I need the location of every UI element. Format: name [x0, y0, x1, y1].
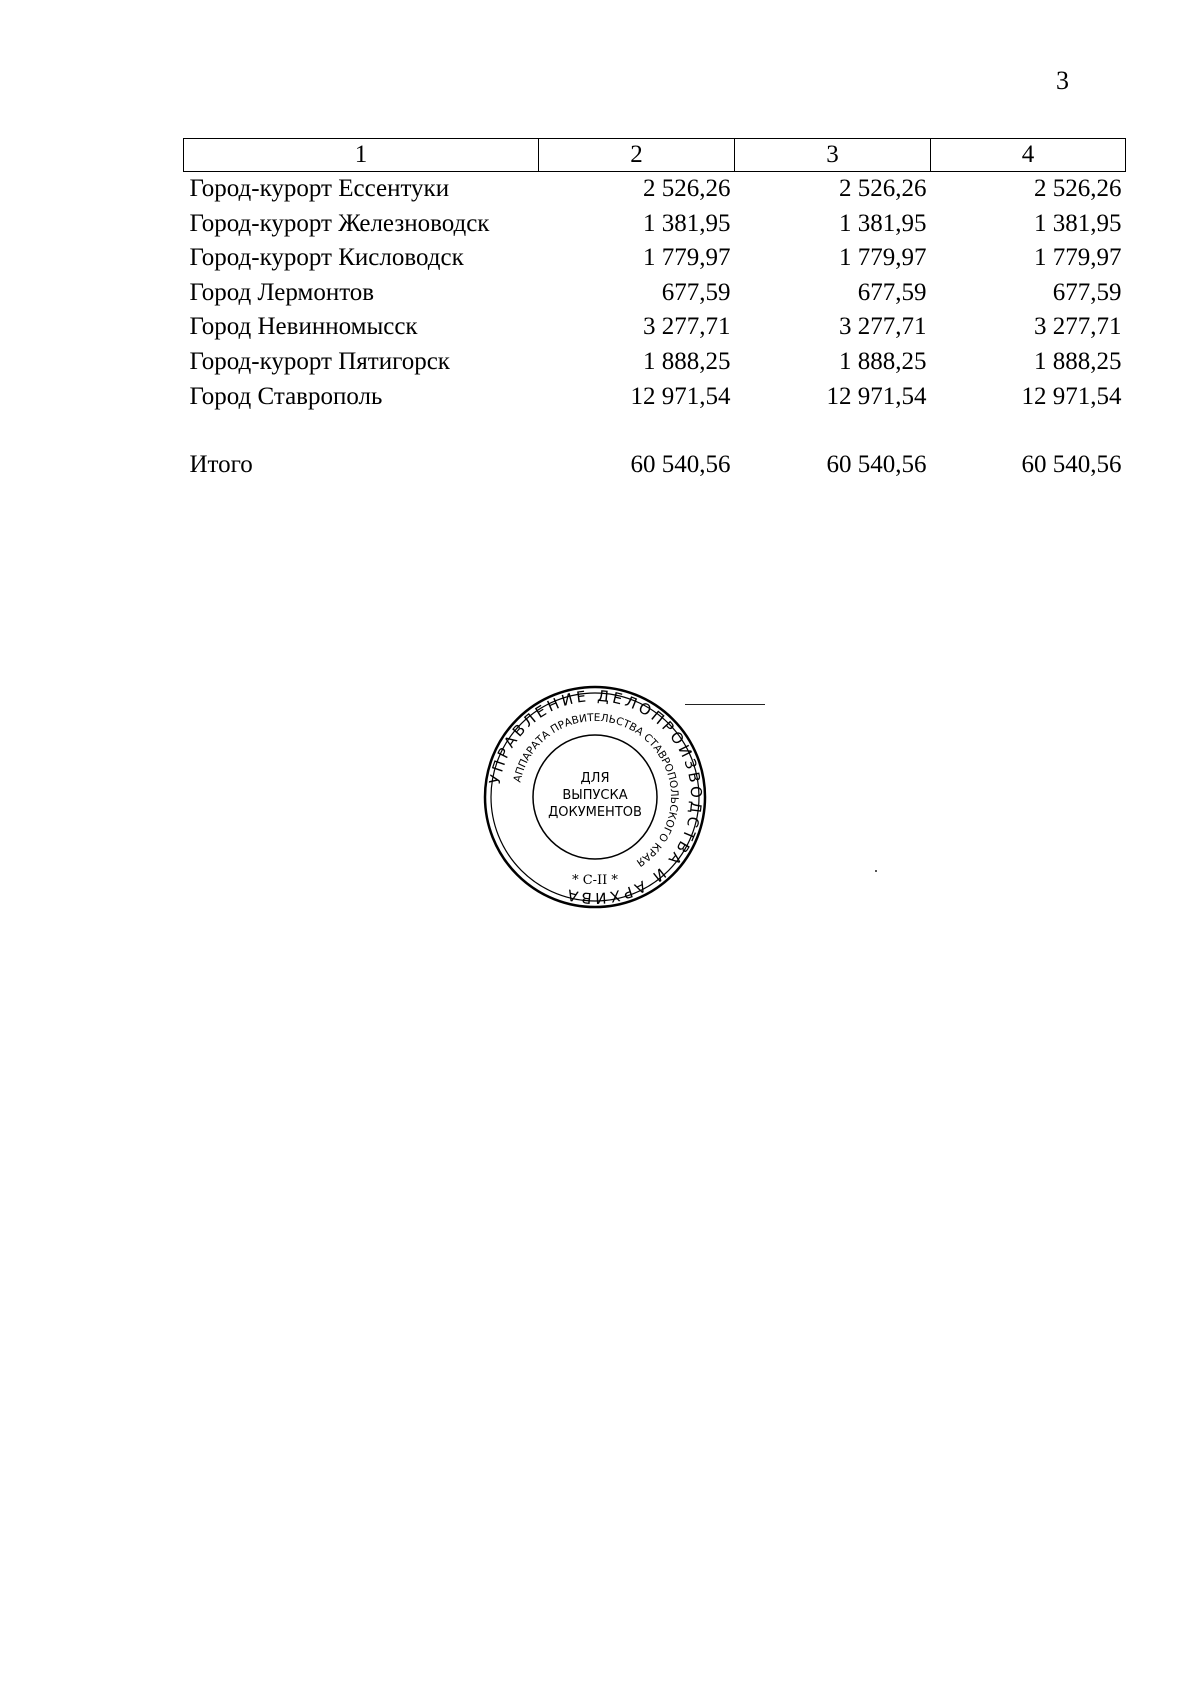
total-value-col2: 60 540,56 [630, 451, 731, 479]
table-row [184, 345, 1126, 380]
table-row [184, 276, 1126, 311]
row-value-col4: 1 779,97 [1034, 244, 1122, 272]
row-value-col4: 2 526,26 [1034, 175, 1122, 202]
row-value-col3: 1 888,25 [839, 347, 927, 375]
stamp-inner-text: АППАРАТА ПРАВИТЕЛЬСТВА СТАВРОПОЛЬСКОГО КРАЯ [511, 711, 681, 869]
data-table [183, 138, 1126, 483]
column-header-1: 1 [184, 139, 539, 172]
row-value-col2: 1 888,25 [643, 347, 731, 375]
row-value-col2: 12 971,54 [630, 382, 731, 410]
row-value-col4: 677,59 [1052, 278, 1122, 306]
row-value-col3: 1 381,95 [839, 209, 927, 237]
row-value-col4: 12 971,54 [1021, 382, 1122, 410]
row-value-col3: 1 779,97 [839, 244, 927, 272]
row-value-col2: 1 381,95 [643, 209, 731, 237]
table-row [184, 207, 1126, 242]
row-name: Город-курорт Железноводск [189, 209, 490, 237]
column-header-3: 3 [735, 139, 931, 172]
stamp-center-line-1: ДЛЯ [580, 771, 610, 786]
row-name: Город Лермонтов [189, 278, 375, 306]
table-row [184, 310, 1126, 345]
row-name: Город Ставрополь [189, 382, 383, 410]
row-value-col2: 677,59 [661, 278, 731, 306]
row-name: Город-курорт Ессентуки [189, 175, 450, 202]
row-value-col2: 3 277,71 [643, 313, 731, 341]
row-name: Город-курорт Кисловодск [189, 244, 464, 272]
row-name: Город Невинномысск [189, 313, 418, 341]
column-header-4: 4 [931, 139, 1126, 172]
page-number: 3 [1056, 66, 1069, 95]
row-value-col4: 1 381,95 [1034, 209, 1122, 237]
stamp-code: * С-II * [572, 873, 618, 888]
row-value-col2: 1 779,97 [643, 244, 731, 272]
total-value-col4: 60 540,56 [1021, 451, 1122, 479]
row-value-col3: 12 971,54 [826, 382, 927, 410]
stamp-center-line-2: ВЫПУСКА [562, 788, 628, 803]
official-stamp [480, 682, 710, 912]
total-value-col3: 60 540,56 [826, 451, 927, 479]
row-value-col3: 3 277,71 [839, 313, 927, 341]
column-header-2: 2 [539, 139, 735, 172]
stamp-center-line-3: ДОКУМЕНТОВ [548, 805, 642, 820]
table-row [184, 241, 1126, 276]
table-row [184, 380, 1126, 415]
row-value-col3: 2 526,26 [839, 175, 927, 202]
row-value-col4: 1 888,25 [1034, 347, 1122, 375]
table-row [184, 172, 1126, 207]
row-value-col4: 3 277,71 [1034, 313, 1122, 341]
total-label: Итого [189, 451, 253, 479]
spacer-row [184, 414, 1126, 448]
table-header-row [184, 139, 1126, 172]
row-value-col2: 2 526,26 [643, 175, 731, 202]
total-row [184, 448, 1126, 483]
scan-speck [875, 870, 877, 872]
row-name: Город-курорт Пятигорск [189, 347, 450, 375]
stamp-outer-text: УПРАВЛЕНИЕ ДЕЛОПРОИЗВОДСТВА И АРХИВА [485, 686, 706, 908]
row-value-col3: 677,59 [857, 278, 927, 306]
